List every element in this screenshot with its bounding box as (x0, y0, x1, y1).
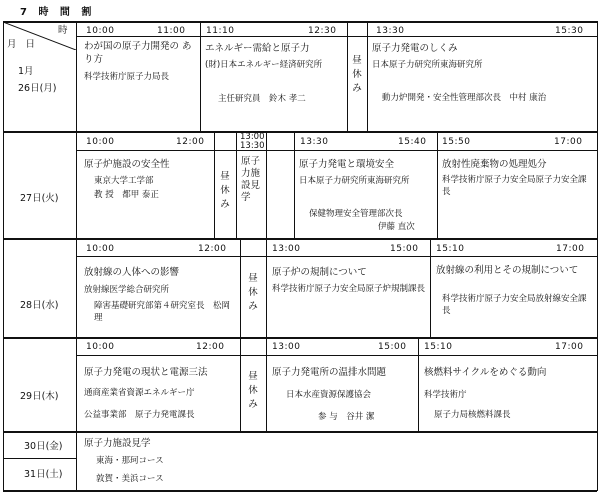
session-title: わが国の原子力開発の あり方 (84, 41, 192, 65)
session-title: 原子力施設見学 (84, 438, 151, 449)
header-time-label: 時 (58, 25, 68, 36)
row-divider-3 (3, 337, 597, 339)
lunch-break: 昼休み (220, 171, 230, 210)
session-title: 原子力発電と環境安全 (299, 159, 395, 170)
tour-course: 敦賀・美浜コース (96, 474, 164, 484)
speaker-name: 主任研究員 鈴木 孝二 (218, 94, 306, 104)
section-title: 7 時 間 割 (20, 7, 96, 18)
speaker-affiliation: 科学技術庁原子力安全局原子力安全課長 (442, 175, 587, 197)
time-label: 15:50 (442, 137, 471, 147)
date-cell: 27日(火) (20, 193, 59, 204)
speaker-affiliation: 日本原子力研究所東海研究所 (299, 176, 410, 186)
row-divider-4 (3, 431, 597, 433)
session-title: 原子力発電のしくみ (372, 43, 458, 54)
time-label: 13:00 (240, 132, 265, 142)
time-label: 12:00 (196, 342, 225, 352)
lunch-break: 昼休み (248, 273, 258, 312)
session-title: 放射線の人体への影響 (84, 267, 180, 278)
date-cell: 30日(金) (24, 441, 63, 452)
time-label: 17:00 (555, 342, 584, 352)
speaker-name: 公益事業部 原子力発電課長 (84, 410, 195, 420)
time-label: 15:30 (555, 26, 584, 36)
session-title: 原子力施設見学 (241, 156, 261, 203)
frame-bottom (3, 490, 597, 492)
session-title: 原子力発電の現状と電源三法 (84, 367, 208, 378)
time-label: 13:00 (272, 342, 301, 352)
session-title: エネルギー需給と原子力 (205, 43, 310, 54)
tour-course: 東海・那珂コース (96, 456, 164, 466)
time-label: 17:00 (556, 244, 585, 254)
speaker-name: 教 授 都甲 泰正 (94, 190, 159, 200)
time-label: 13:30 (240, 141, 265, 151)
speaker-affiliation: 放射線医学総合研究所 (84, 285, 170, 295)
time-label: 12:00 (176, 137, 205, 147)
date-month: 1月 (18, 66, 34, 77)
session-title: 原子炉施設の安全性 (84, 159, 170, 170)
frame-top (3, 21, 597, 23)
session-title: 原子炉の規制について (272, 267, 367, 278)
date-cell: 29日(木) (20, 391, 59, 402)
frame-right (597, 21, 598, 491)
speaker-affiliation: 通商産業省資源エネルギー庁 (84, 388, 195, 398)
time-label: 10:00 (86, 137, 115, 147)
time-label: 13:00 (272, 244, 301, 254)
row-divider-2 (3, 238, 597, 240)
speaker-name: 原子力局核燃料課長 (434, 410, 511, 420)
time-label: 11:00 (157, 26, 186, 36)
time-label: 10:00 (86, 342, 115, 352)
session-cell (84, 40, 196, 83)
speaker-affiliation: (財)日本エネルギー経済研究所 (205, 60, 323, 70)
speaker-name: 参 与 谷井 潔 (318, 412, 375, 422)
row-divider-1 (3, 131, 597, 133)
session-title: 核燃料サイクルをめぐる動向 (424, 367, 547, 378)
time-label: 15:10 (436, 244, 465, 254)
time-label: 10:00 (86, 244, 115, 254)
time-label: 15:10 (424, 342, 453, 352)
time-label: 17:00 (554, 137, 583, 147)
date-cell: 31日(土) (24, 469, 63, 480)
time-label: 13:30 (376, 26, 405, 36)
header-date-label: 月 日 (7, 39, 39, 50)
time-label: 12:30 (308, 26, 337, 36)
time-label: 10:00 (86, 26, 115, 36)
speaker-affiliation: 科学技術庁原子力安全局原子炉規制課長 (272, 284, 426, 294)
time-label: 13:30 (300, 137, 329, 147)
time-label: 15:00 (390, 244, 419, 254)
speaker-affiliation: 日本原子力研究所東海研究所 (372, 60, 483, 70)
speaker-name: 障害基礎研究部第４研究室長 松岡 理 (94, 301, 231, 323)
speaker-affiliation: 東京大学工学部 (94, 176, 154, 186)
speaker-affiliation: 日本水産資源保護協会 (286, 390, 372, 400)
speaker-affiliation: 科学技術庁 (424, 390, 467, 400)
speaker-name: 動力炉開発・安全性管理部次長 中村 康治 (382, 93, 547, 103)
lunch-break: 昼休み (352, 55, 362, 94)
session-title: 放射線の利用とその規制について (436, 265, 579, 276)
time-label: 12:00 (198, 244, 227, 254)
time-label: 11:10 (206, 26, 235, 36)
speaker-affiliation: 科学技術庁原子力局長 (84, 72, 170, 82)
speaker-name: 伊藤 直次 (378, 222, 415, 232)
session-title: 放射性廃棄物の処理処分 (442, 159, 547, 170)
frame-left (3, 21, 4, 491)
time-label: 15:40 (398, 137, 427, 147)
speaker-affiliation: 科学技術庁原子力安全局放射線安全課長 (442, 294, 587, 316)
speaker-affiliation: 保健物理安全管理部次長 (309, 209, 403, 219)
date-cell: 26日(月) (18, 83, 57, 94)
date-cell: 28日(水) (20, 300, 59, 311)
lunch-break: 昼休み (248, 371, 258, 410)
time-label: 15:00 (378, 342, 407, 352)
session-title: 原子力発電所の温排水問題 (272, 367, 387, 378)
